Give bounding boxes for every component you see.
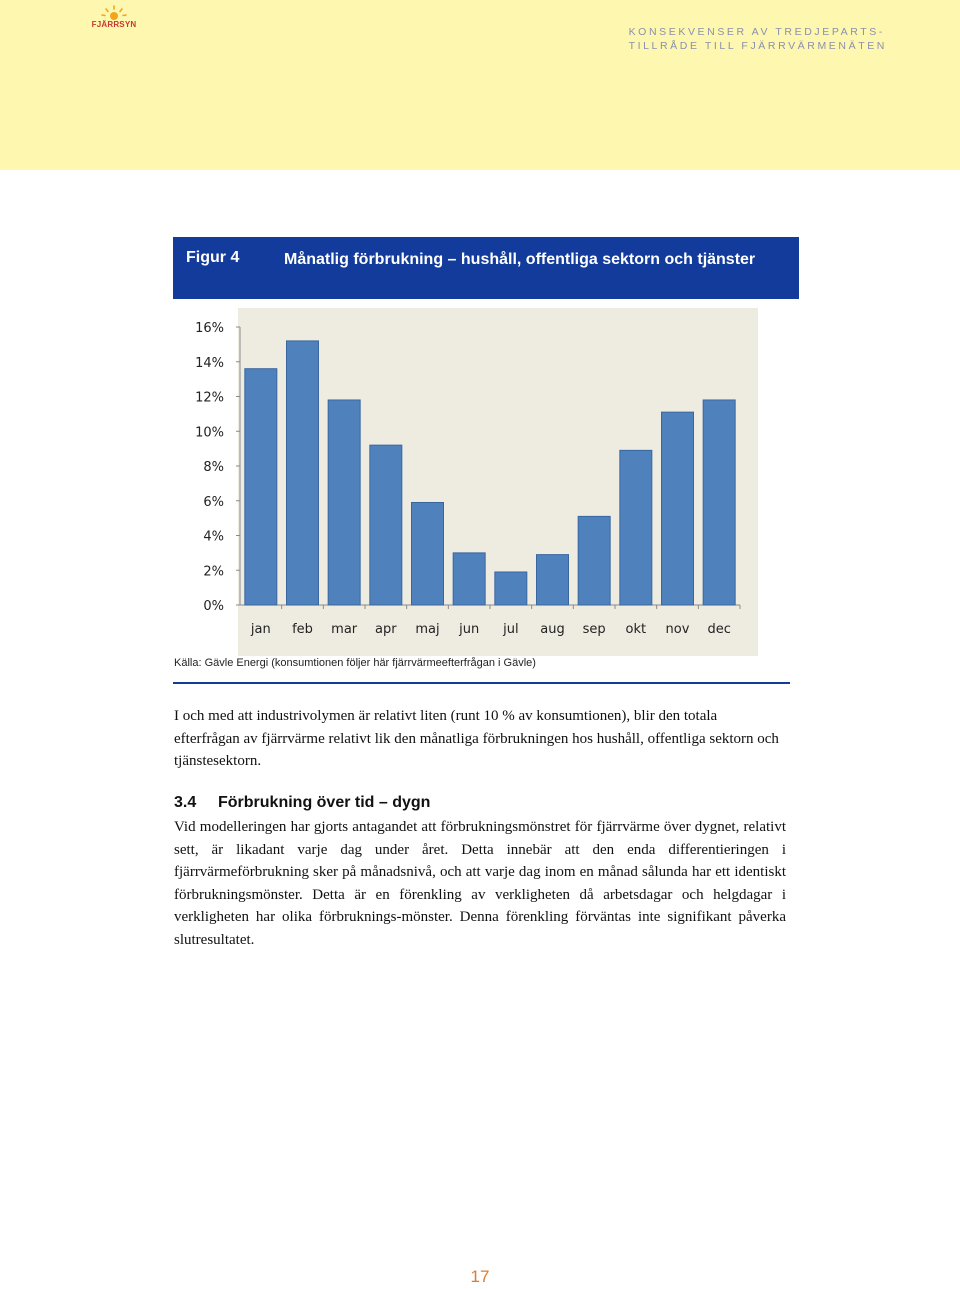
bar-apr [370, 445, 402, 605]
section-title: Förbrukning över tid – dygn [218, 794, 431, 811]
y-tick-label: 6% [203, 494, 224, 510]
x-tick-label-feb: feb [292, 622, 313, 637]
x-tick-label-apr: apr [375, 622, 397, 637]
logo-text: FJÄRRSYN [91, 20, 137, 29]
page-number: 17 [470, 1267, 490, 1286]
bar-jan [245, 369, 277, 605]
x-tick-label-dec: dec [707, 622, 731, 637]
section-number: 3.4 [174, 794, 197, 811]
fjarrsyn-logo [84, 4, 144, 38]
bar-jul [495, 572, 527, 605]
figure-bottom-rule [173, 682, 790, 684]
x-tick-label-jan: jan [250, 622, 271, 637]
x-tick-label-okt: okt [625, 622, 647, 637]
x-tick-label-maj: maj [415, 622, 440, 637]
x-tick-label-aug: aug [540, 622, 565, 637]
bar-dec [703, 400, 735, 605]
paragraph-industry-volume: I och med att industrivolymen är relativt liten (runt 10 % av konsumtionen), blir den totala efterfrågan av fjärrvärme relativt lik den månatliga förbrukningen hos hushåll, offentliga sektorn och tjänstesektorn. [174, 708, 779, 769]
bar-nov [662, 412, 694, 605]
y-tick-label: 2% [203, 564, 224, 580]
y-tick-label: 0% [203, 599, 224, 614]
chart-svg [174, 308, 758, 656]
bar-mar [328, 400, 360, 605]
y-tick-label: 14% [195, 355, 224, 371]
y-tick-label: 16% [195, 321, 224, 336]
figure-title: Månatlig förbrukning – hushåll, offentliga sektorn och tjänster [284, 251, 756, 268]
y-tick-label: 8% [203, 460, 224, 475]
y-tick-label: 4% [203, 529, 224, 545]
bar-jun [453, 553, 485, 605]
page-header [0, 0, 960, 170]
figure-source: Källa: Gävle Energi (konsumtionen följer här fjärrvärmeefterfrågan i Gävle) [174, 657, 536, 669]
section-heading [174, 794, 430, 812]
paragraph-daily-pattern: Vid modelleringen har gjorts antagandet att förbrukningsmönstret för fjärrvärme över dygnet, relativt sett, är likadant varje dag under året. Detta innebär att den enda differentieringen i fjärrvärmeförbrukning sker på månadsnivå, och att varje dag inom en månad sålunda har ett identiskt förbrukningsmönster. Detta är en förenkling av verkligheten då arbetsdagar och helgdagar i verkligheten har olika förbruknings-mönster. Denna förenkling förväntas inte signifikant påverka slutresultatet. [174, 819, 786, 948]
running-title-line-2: TILLRÅDE TILL FJÄRRVÄRMENÄTEN [628, 40, 887, 52]
bar-sep [578, 516, 610, 605]
y-tick-label: 10% [195, 425, 224, 441]
x-tick-label-nov: nov [665, 622, 690, 637]
bar-aug [537, 555, 569, 605]
figure-caption-bar [173, 237, 799, 299]
running-title-line-1: KONSEKVENSER AV TREDJEPARTS- [628, 26, 885, 38]
bar-feb [287, 341, 319, 605]
bar-maj [412, 502, 444, 605]
x-tick-label-jun: jun [459, 622, 480, 637]
monthly-consumption-chart [174, 308, 758, 656]
x-tick-label-jul: jul [503, 622, 519, 637]
bar-okt [620, 450, 652, 605]
x-tick-label-sep: sep [582, 622, 606, 637]
document-running-title [629, 25, 887, 53]
x-tick-label-mar: mar [331, 622, 358, 637]
y-tick-label: 12% [195, 390, 224, 406]
figure-number: Figur 4 [186, 249, 240, 266]
